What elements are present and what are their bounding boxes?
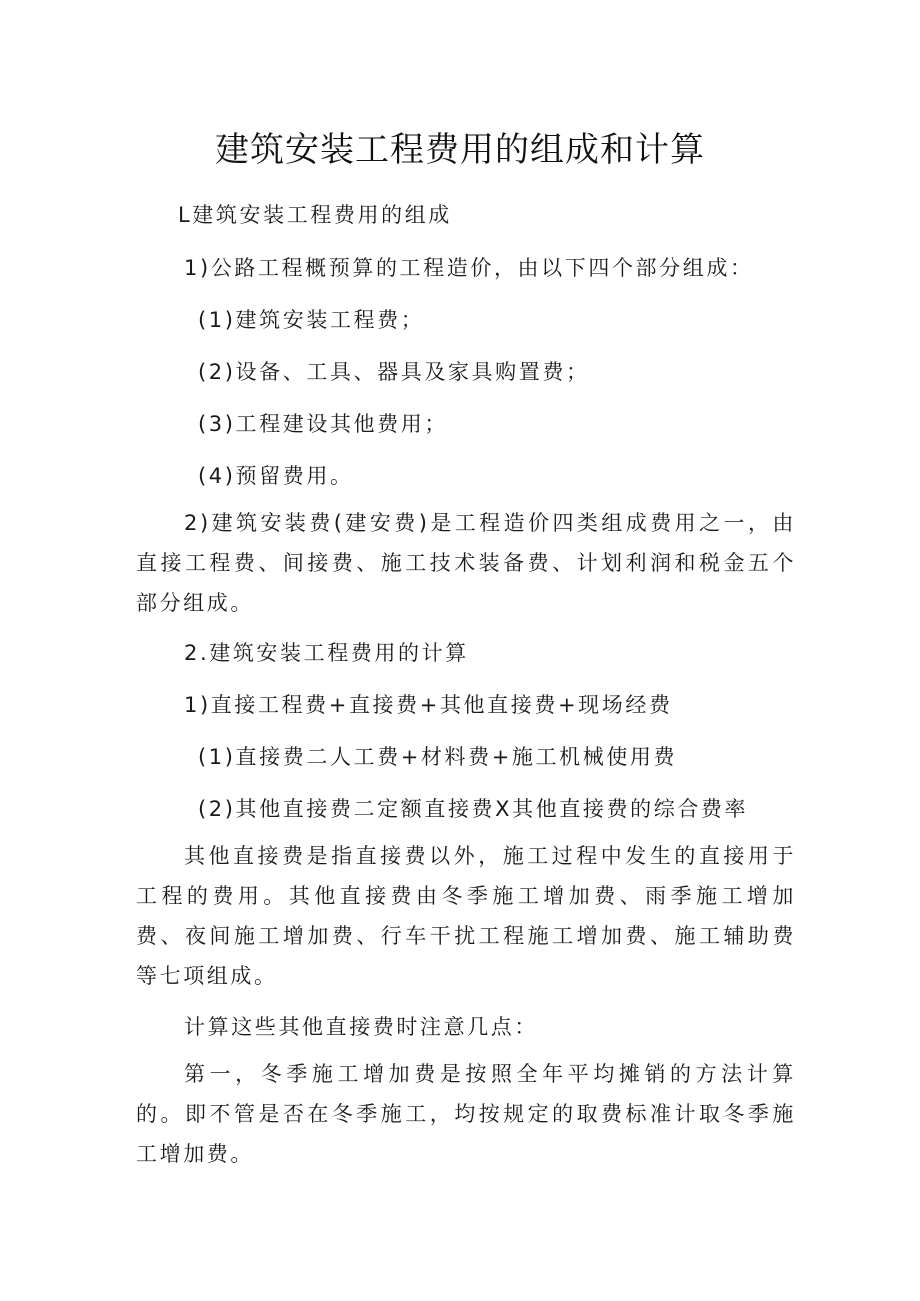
document-title: 建筑安装工程费用的组成和计算 bbox=[215, 130, 705, 170]
formula-direct-fee: (1)直接费二人工费+材料费+施工机械使用费 bbox=[198, 745, 678, 769]
list-item-2: (2)设备、工具、器具及家具购置费； bbox=[198, 360, 590, 384]
paragraph-winter-construction: 第一，冬季施工增加费是按照全年平均摊销的方法计算的。即不管是否在冬季施工，均按规定的取费标准计取冬季施工增加费。 bbox=[136, 1062, 796, 1166]
formula-direct-engineering: 1)直接工程费+直接费+其他直接费+现场经费 bbox=[184, 693, 673, 717]
paragraph-cost-overview: 1)公路工程概预算的工程造价，由以下四个部分组成： bbox=[184, 256, 754, 280]
list-item-3: (3)工程建设其他费用； bbox=[198, 412, 448, 436]
formula-other-direct-fee: (2)其他直接费二定额直接费X其他直接费的综合费率 bbox=[198, 797, 749, 821]
list-item-1: (1)建筑安装工程费； bbox=[198, 308, 425, 332]
section-heading-calculation: 2.建筑安装工程费用的计算 bbox=[184, 641, 469, 665]
paragraph-construction-fee: 2)建筑安装费(建安费)是工程造价四类组成费用之一，由直接工程费、间接费、施工技术装备费、计划利润和税金五个部分组成。 bbox=[136, 511, 796, 615]
list-item-4: (4)预留费用。 bbox=[198, 464, 354, 488]
section-heading-composition: L建筑安装工程费用的组成 bbox=[178, 203, 452, 227]
paragraph-other-direct-fee: 其他直接费是指直接费以外，施工过程中发生的直接用于工程的费用。其他直接费由冬季施工增加费、雨季施工增加费、夜间施工增加费、行车干扰工程施工增加费、施工辅助费等七项组成。 bbox=[136, 844, 796, 988]
paragraph-notes-intro: 计算这些其他直接费时注意几点： bbox=[184, 1015, 538, 1039]
